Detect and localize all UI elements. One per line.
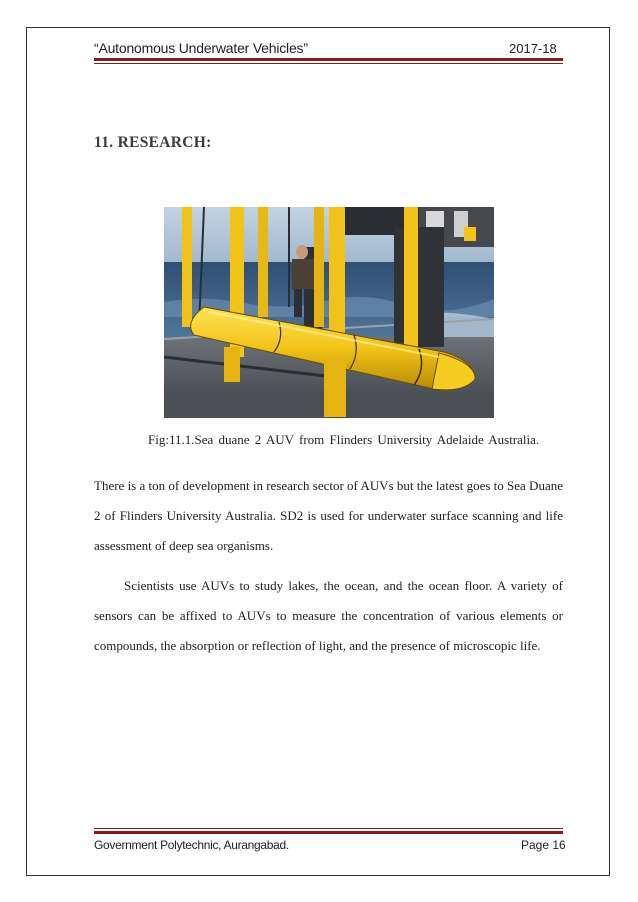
paragraph-1: There is a ton of development in research sector of AUVs but the latest goes to Sea Duane 2 of Flinders University Australia. SD2 is used for underwater surface scanning and life assessment of deep sea organisms. (94, 478, 563, 553)
page-border (26, 27, 610, 876)
header-rule-thin (94, 63, 563, 64)
institution-name: Government Polytechnic, Aurangabad. (94, 838, 289, 852)
header-rule-thick (94, 58, 563, 61)
document-title: “Autonomous Underwater Vehicles” (94, 40, 308, 56)
footer-rule-thick (94, 831, 563, 834)
document-year: 2017-18 (509, 41, 557, 56)
auv-photo (164, 207, 494, 418)
footer-rule-thin (94, 828, 563, 829)
section-heading: 11. RESEARCH: (94, 134, 212, 151)
figure-caption: Fig:11.1.Sea duane 2 AUV from Flinders University Adelaide Australia. (148, 432, 540, 447)
page-number: Page 16 (521, 838, 566, 852)
paragraph-2: Scientists use AUVs to study lakes, the ocean, and the ocean floor. A variety of sensors can be affixed to AUVs to measure the concentration of various elements or compounds, the absorption or reflection of light, and the presence of microscopic life. (94, 578, 563, 653)
